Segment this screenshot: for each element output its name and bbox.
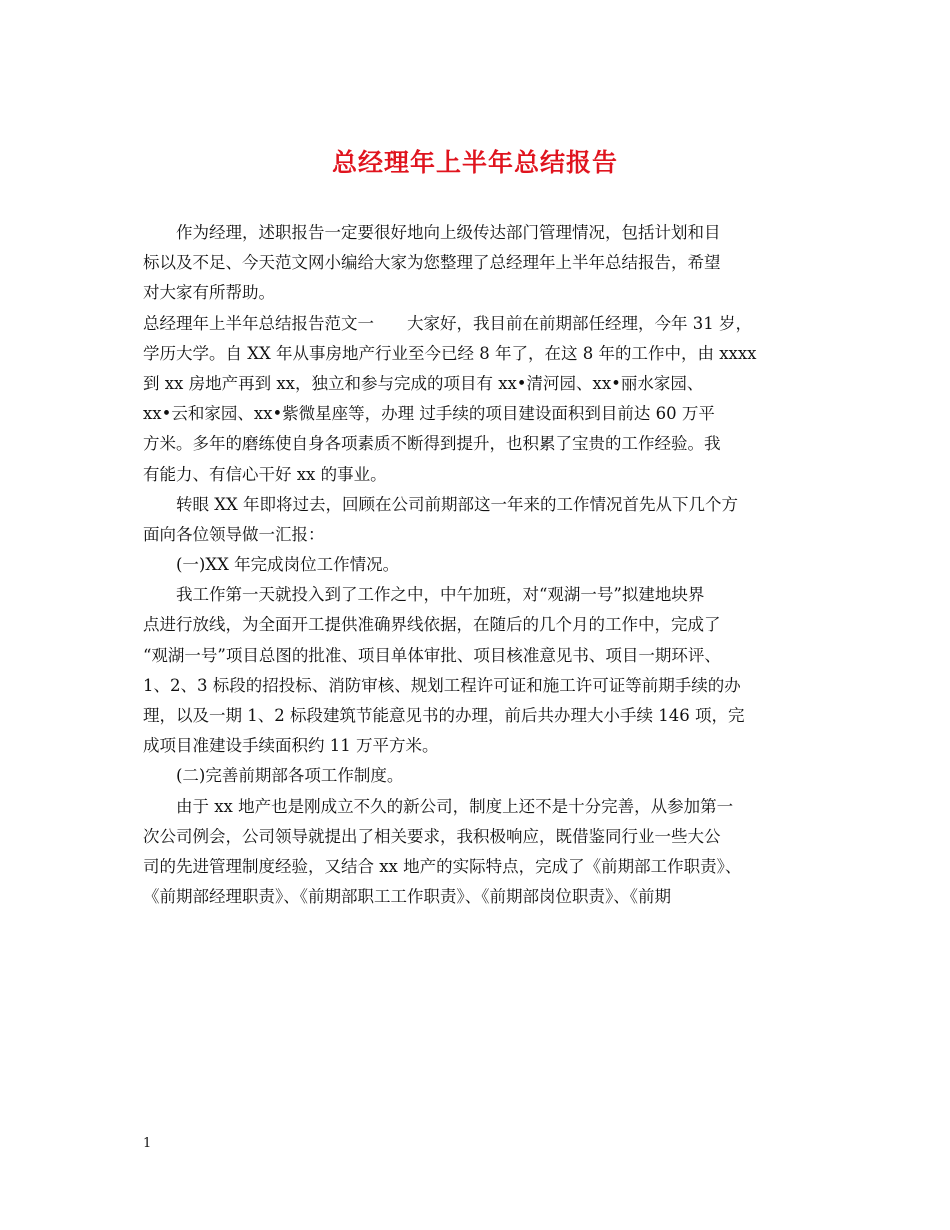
text-line: 理，以及一期 1、2 标段建筑节能意见书的办理，前后共办理大小手续 146 项，完 (143, 706, 745, 725)
text-line: 我工作第一天就投入到了工作之中，中午加班，对“观湖一号”拟建地块界 (143, 585, 705, 605)
text-line: 标以及不足、今天范文网小编给大家为您整理了总经理年上半年总结报告，希望 (143, 253, 721, 273)
text-line: 转眼 XX 年即将过去，回顾在公司前期部这一年来的工作情况首先从下几个方 (143, 494, 738, 514)
document-body (143, 218, 823, 912)
text-line: 方米。多年的磨练使自身各项素质不断得到提升，也积累了宝贵的工作经验。我 (143, 434, 721, 454)
page-number: 1 (143, 1136, 152, 1151)
page-title: 总经理年上半年总结报告 (331, 148, 618, 177)
text-line: 作为经理，述职报告一定要很好地向上级传达部门管理情况，包括计划和目 (143, 223, 721, 242)
text-line: “观湖一号”项目总图的批准、项目单体审批、项目核准意见书、项目一期环评、 (143, 645, 721, 665)
text-line: 司的先进管理制度经验，又结合 xx 地产的实际特点，完成了《前期部工作职责》、 (143, 856, 742, 876)
text-line: xx•云和家园、xx•紫微星座等，办理 过手续的项目建设面积到目前达 60 万平 (143, 404, 715, 424)
text-line: 《前期部经理职责》、《前期部职工工作职责》、《前期部岗位职责》、《前期 (143, 887, 671, 907)
text-line: 面向各位领导做一汇报： (143, 524, 325, 544)
text-line: 成项目准建设手续面积约 11 万平方米。 (143, 736, 439, 756)
text-line: 总经理年上半年总结报告范文一 大家好，我目前在前期部任经理，今年 31 岁， (143, 313, 752, 333)
text-line: 有能力、有信心干好 xx 的事业。 (143, 464, 387, 484)
text-line: 对大家有所帮助。 (143, 283, 275, 303)
text-line: 次公司例会，公司领导就提出了相关要求，我积极响应，既借鉴同行业一些大公 (143, 826, 721, 846)
text-line: (一)XX 年完成岗位工作情况。 (143, 555, 400, 575)
text-line: (二)完善前期部各项工作制度。 (143, 766, 404, 786)
text-line: 学历大学。自 XX 年从事房地产行业至今已经 8 年了，在这 8 年的工作中，由 xxxx (143, 343, 757, 363)
text-line: 点进行放线，为全面开工提供准确界线依据，在随后的几个月的工作中，完成了 (143, 615, 721, 635)
text-line: 由于 xx 地产也是刚成立不久的新公司，制度上还不是十分完善，从参加第一 (143, 796, 734, 816)
text-line: 1、2、3 标段的招投标、消防审核、规划工程许可证和施工许可证等前期手续的办 (143, 675, 741, 695)
text-line: 到 xx 房地产再到 xx，独立和参与完成的项目有 xx•清河园、xx•丽水家园、 (143, 373, 704, 393)
